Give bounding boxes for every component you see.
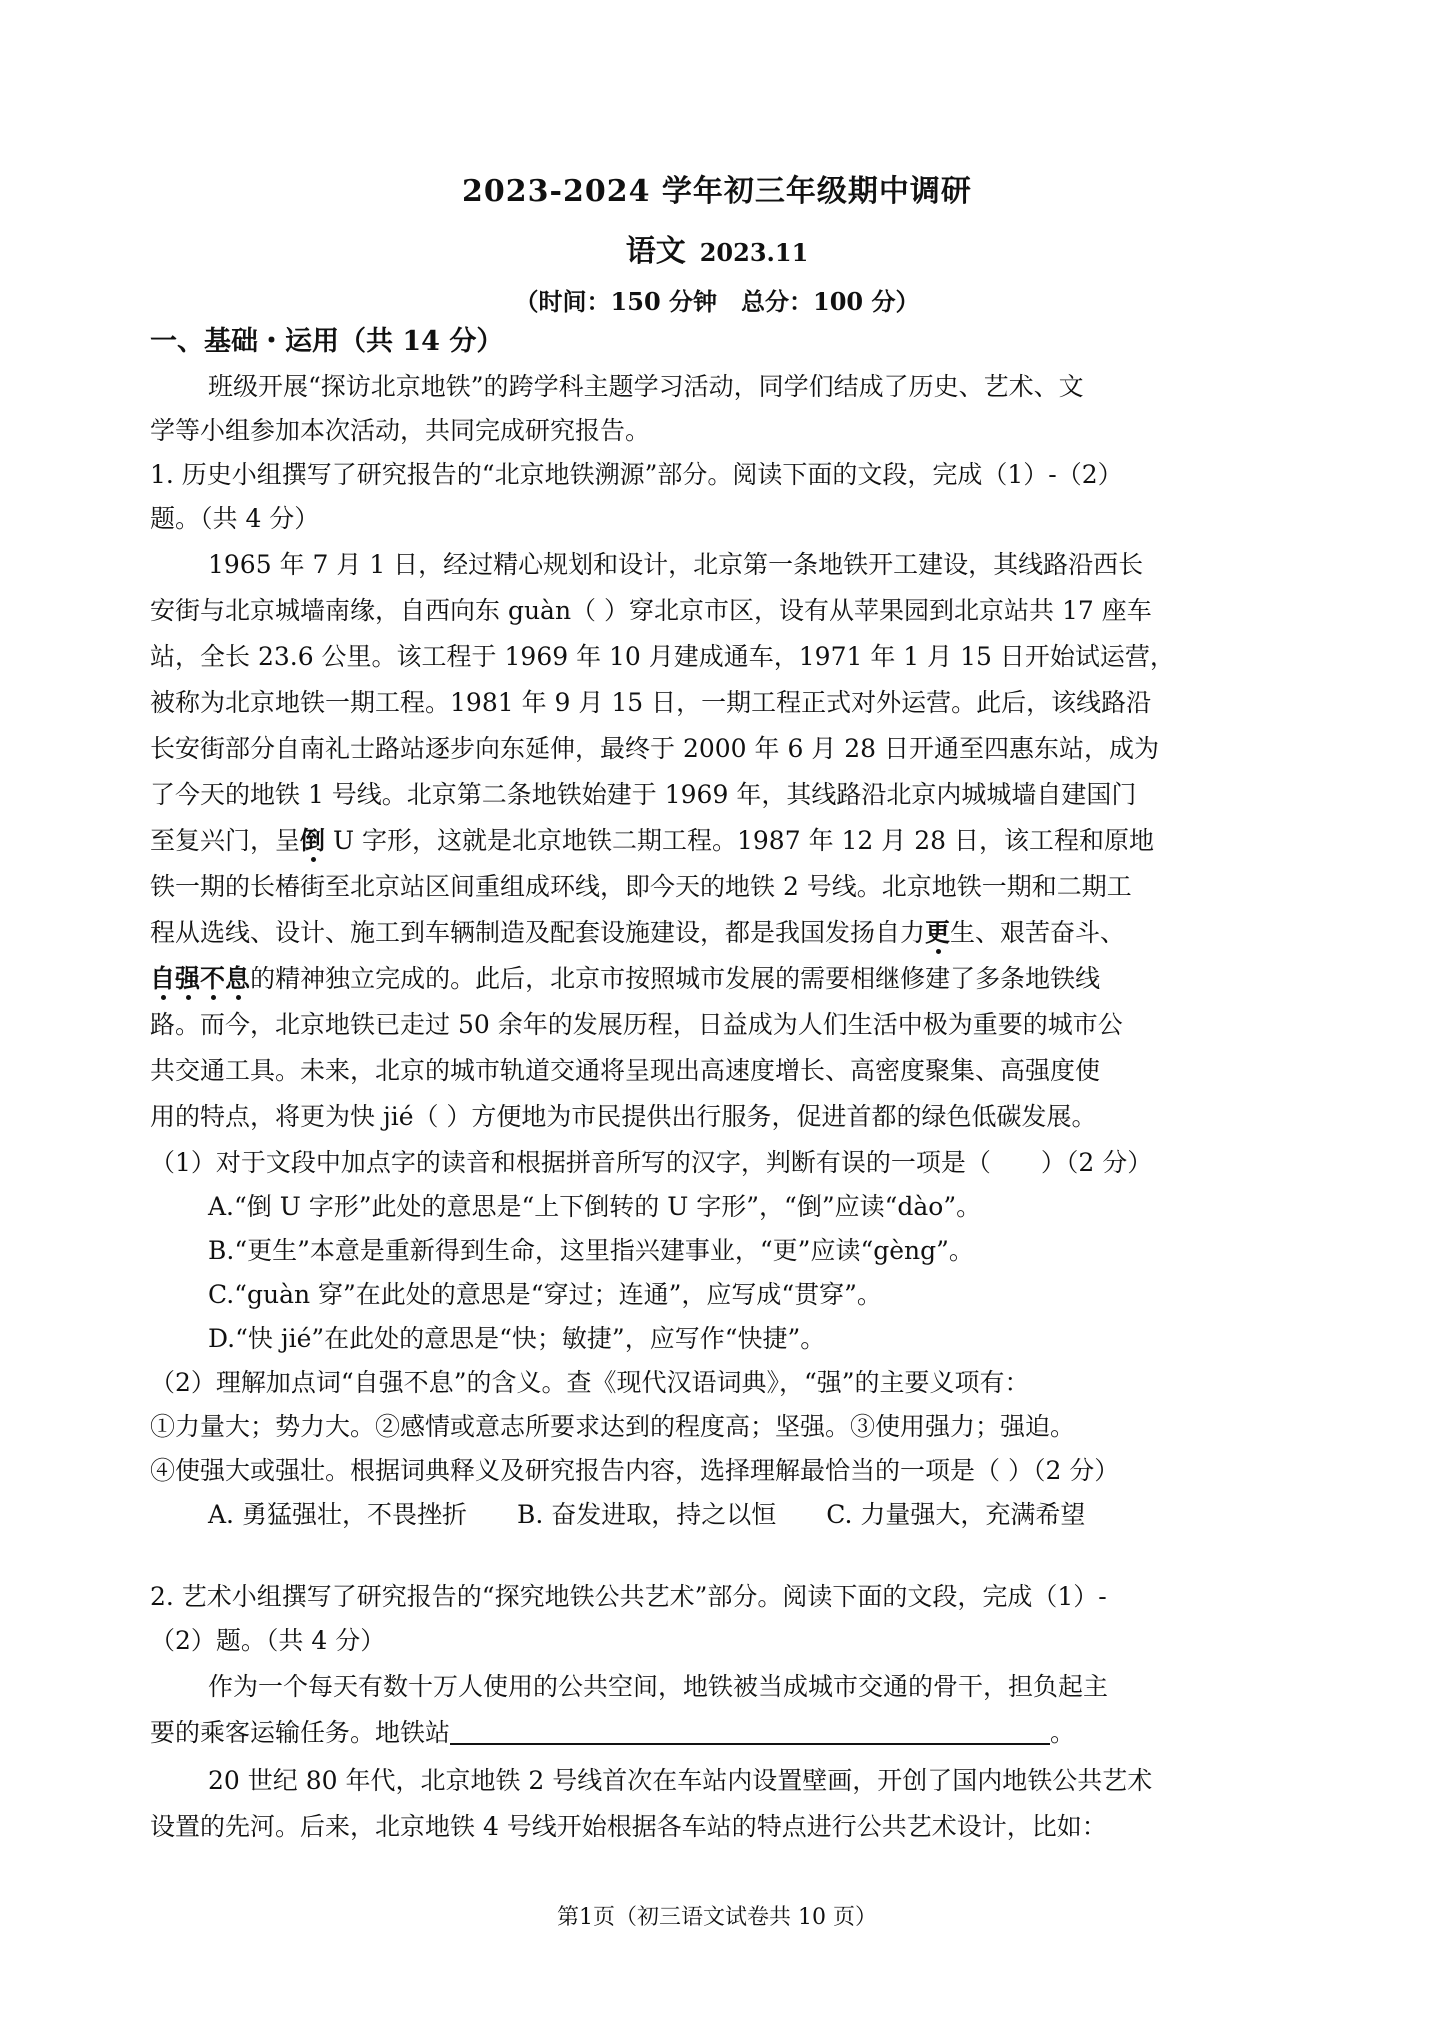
q1-stem-line-2: 题。（共 4 分） (150, 504, 320, 533)
intro-line-1: 班级开展“探访北京地铁”的跨学科主题学习活动，同学们结成了历史、艺术、文 (208, 372, 1084, 401)
q2-stem-line-2: （2）题。（共 4 分） (150, 1626, 386, 1655)
q1-sub1-question: （1）对于文段中加点字的读音和根据拼音所写的汉字，判断有误的一项是（ ）（2 分） (150, 1148, 1153, 1177)
q1-sub1-option-d: D.“快 jié”在此处的意思是“快；敏捷”，应写作“快捷”。 (208, 1324, 826, 1353)
q1-sub2-line-1: （2）理解加点词“自强不息”的含义。查《现代汉语词典》，“强”的主要义项有： (150, 1368, 1030, 1397)
exam-title: 2023-2024 学年初三年级期中调研 (462, 174, 972, 209)
q2-passage-line-2 (150, 1720, 1300, 1745)
dotted-char-bu: 不 (200, 964, 226, 993)
dotted-char-geng: 更 (925, 918, 951, 947)
dotted-char-qiang: 强 (175, 964, 201, 993)
q2-passage-line-3: 20 世纪 80 年代，北京地铁 2 号线首次在车站内设置壁画，开创了国内地铁公共艺术 (208, 1766, 1153, 1795)
q1-sub2-line-3: ④使强大或强壮。根据词典释义及研究报告内容，选择理解最恰当的一项是（ ）（2 分） (150, 1456, 1120, 1485)
dotted-char-dao: 倒 (300, 826, 326, 855)
passage-line-1: 1965 年 7 月 1 日，经过精心规划和设计，北京第一条地铁开工建设，其线路沿西长 (208, 550, 1144, 579)
intro-line-2: 学等小组参加本次活动，共同完成研究报告。 (150, 416, 651, 445)
exam-meta: （时间：150 分钟 总分：100 分） (514, 287, 920, 316)
passage-line-7 (150, 828, 1300, 853)
passage-text: 生、艰苦奋斗、 (950, 918, 1126, 947)
passage-line-4: 被称为北京地铁一期工程。1981 年 9 月 15 日，一期工程正式对外运营。此后，该线路沿 (150, 688, 1152, 717)
passage-line-5: 长安街部分自南礼士路站逐步向东延伸，最终于 2000 年 6 月 28 日开通至四惠东站，成为 (150, 734, 1160, 763)
passage-line-2: 安街与北京城墙南缘，自西向东 guàn（ ）穿北京市区，设有从苹果园到北京站共 17 座车 (150, 596, 1152, 625)
passage-line-9 (150, 920, 1300, 945)
page-footer: 第1页（初三语文试卷共 10 页） (557, 1905, 877, 1930)
passage-text: 程从选线、设计、施工到车辆制造及配套设施建设，都是我国发扬自力 (150, 918, 926, 947)
q1-stem-line-1: 1. 历史小组撰写了研究报告的“北京地铁溯源”部分。阅读下面的文段，完成（1）-（2） (150, 460, 1123, 489)
q1-sub1-option-a: A.“倒 U 字形”此处的意思是“上下倒转的 U 字形”，“倒”应读“dào”。 (208, 1192, 982, 1221)
subject-name: 语文 (625, 234, 686, 269)
passage-line-12: 共交通工具。未来，北京的城市轨道交通将呈现出高速度增长、高密度聚集、高强度使 (150, 1056, 1101, 1085)
q2-passage-line-4: 设置的先河。后来，北京地铁 4 号线开始根据各车站的特点进行公共艺术设计，比如： (150, 1812, 1107, 1841)
passage-text: 。 (1050, 1718, 1076, 1747)
q1-sub1-option-c: C.“guàn 穿”在此处的意思是“穿过；连通”，应写成“贯穿”。 (208, 1280, 882, 1309)
answer-blank[interactable] (450, 1721, 1050, 1745)
q2-passage-line-1: 作为一个每天有数十万人使用的公共空间，地铁被当成城市交通的骨干，担负起主 (208, 1672, 1109, 1701)
passage-text: 至复兴门，呈 (150, 826, 301, 855)
subject-line (0, 226, 1434, 270)
dotted-char-xi: 息 (225, 964, 251, 993)
passage-text: 的精神独立完成的。此后，北京市按照城市发展的需要相继修建了多条地铁线 (250, 964, 1101, 993)
dotted-char-zi: 自 (150, 964, 176, 993)
passage-text: 要的乘客运输任务。地铁站 (150, 1718, 451, 1747)
passage-line-3: 站，全长 23.6 公里。该工程于 1969 年 10 月建成通车，1971 年 1 月 15 日开始试运营， (150, 642, 1175, 671)
q1-sub2-options: A. 勇猛强壮，不畏挫折 B. 奋发进取，持之以恒 C. 力量强大，充满希望 (208, 1500, 1086, 1529)
section-heading: 一、基础・运用（共 14 分） (150, 326, 504, 357)
q2-stem-line-1: 2. 艺术小组撰写了研究报告的“探究地铁公共艺术”部分。阅读下面的文段，完成（1）- (150, 1582, 1107, 1611)
passage-line-6: 了今天的地铁 1 号线。北京第二条地铁始建于 1969 年，其线路沿北京内城城墙自建国门 (150, 780, 1137, 809)
exam-date: 2023.11 (699, 238, 809, 267)
passage-line-13: 用的特点，将更为快 jié（ ）方便地为市民提供出行服务，促进首都的绿色低碳发展。 (150, 1102, 1097, 1131)
passage-line-10 (150, 966, 1300, 991)
passage-line-11: 路。而今，北京地铁已走过 50 余年的发展历程，日益成为人们生活中极为重要的城市公 (150, 1010, 1123, 1039)
q1-sub2-line-2: ①力量大；势力大。②感情或意志所要求达到的程度高；坚强。③使用强力；强迫。 (150, 1412, 1076, 1441)
passage-line-8: 铁一期的长椿街至北京站区间重组成环线，即今天的地铁 2 号线。北京地铁一期和二期工 (150, 872, 1132, 901)
q1-sub1-option-b: B.“更生”本意是重新得到生命，这里指兴建事业，“更”应读“gèng”。 (208, 1236, 974, 1265)
passage-text: U 字形，这就是北京地铁二期工程。1987 年 12 月 28 日，该工程和原地 (325, 826, 1154, 855)
